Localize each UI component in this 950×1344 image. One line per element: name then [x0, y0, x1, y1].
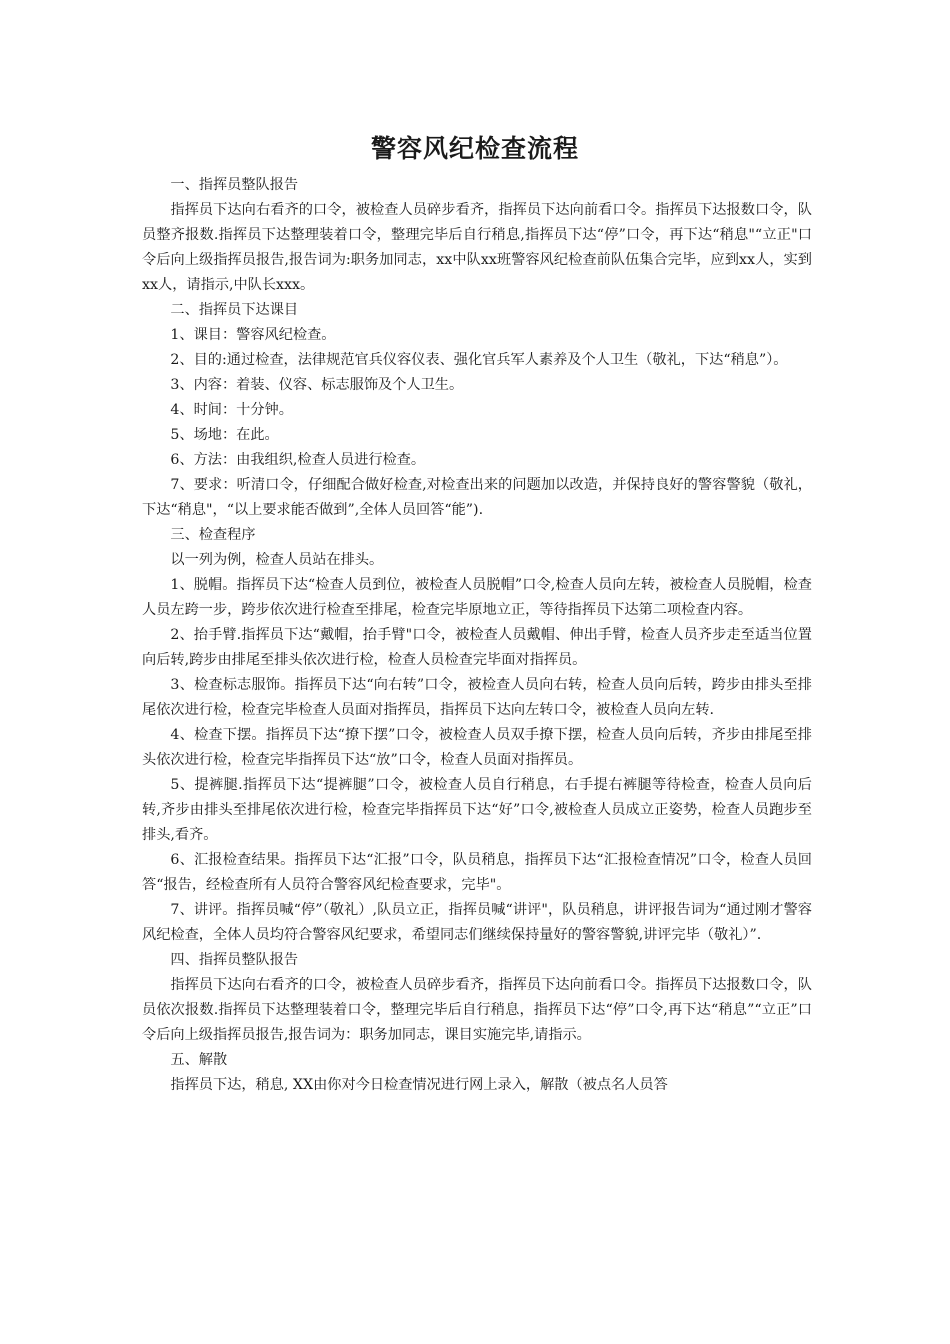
document-body [142, 173, 812, 1098]
paragraph: 2、目的:通过检查，法律规范官兵仪容仪表、强化官兵军人素养及个人卫生（敬礼，下达“稍息”）。 [170, 352, 788, 368]
paragraph: 以一列为例，检查人员站在排头。 [170, 552, 384, 568]
paragraph: 2、抬手臂.指挥员下达“戴帽，抬手臂"口令，被检查人员戴帽、伸出手臂，检查人员齐步走至适当位置向后转,跨步由排尾至排头依次进行检，检查人员检查完毕面对指挥员。 [142, 627, 812, 668]
paragraph: 3、检查标志服饰。指挥员下达“向右转”口令，被检查人员向右转，检查人员向后转，跨步由排头至排尾依次进行检，检查完毕检查人员面对指挥员，指挥员下达向左转口令，被检查人员向左转. [142, 677, 812, 718]
paragraph: 5、场地：在此。 [170, 427, 279, 443]
paragraph: 1、脱帽。指挥员下达“检查人员到位，被检查人员脱帽”口令,检查人员向左转，被检查人员脱帽，检查人员左跨一步，跨步依次进行检查至排尾，检查完毕原地立正，等待指挥员下达第二项检查内容。 [142, 577, 812, 618]
section-heading: 二、指挥员下达课目 [170, 302, 299, 318]
section-heading: 五、解散 [170, 1052, 228, 1068]
paragraph: 6、方法：由我组织,检查人员进行检查。 [170, 452, 426, 468]
document-title: 警容风纪检查流程 [370, 134, 579, 163]
paragraph: 4、时间：十分钟。 [170, 402, 293, 418]
paragraph: 1、课目：警容风纪检查。 [170, 327, 336, 343]
paragraph: 指挥员下达，稍息, XX由你对今日检查情况进行网上录入，解散（被点名人员答 [170, 1077, 668, 1093]
paragraph: 3、内容：着装、仪容、标志服饰及个人卫生。 [170, 377, 464, 393]
paragraph: 6、汇报检查结果。指挥员下达“汇报”口令，队员稍息，指挥员下达“汇报检查情况”口令，检查人员回答“报告，经检查所有人员符合警容风纪检查要求，完毕"。 [142, 852, 812, 893]
paragraph: 7、讲评。指挥员喊“停”（敬礼）,队员立正，指挥员喊“讲评"，队员稍息，讲评报告词为“通过刚才警容风纪检查，全体人员均符合警容风纪要求，希望同志们继续保持量好的警容警貌,讲评完毕（敬礼）”. [142, 902, 812, 943]
section-heading: 一、指挥员整队报告 [170, 177, 299, 193]
section-heading: 三、检查程序 [170, 527, 256, 543]
paragraph: 7、要求：听清口令，仔细配合做好检查,对检查出来的问题加以改造，并保持良好的警容警貌（敬礼，下达“稍息"，“以上要求能否做到”,全体人员回答“能”). [142, 477, 812, 518]
paragraph: 5、提裤腿.指挥员下达“提裤腿”口令，被检查人员自行稍息，右手提右裤腿等待检查，检查人员向后转,齐步由排头至排尾依次进行检，检查完毕指挥员下达“好”口令,被检查人员成立正姿势，检查人员跑步至排头,看齐。 [142, 777, 812, 843]
paragraph: 指挥员下达向右看齐的口令，被检查人员碎步看齐，指挥员下达向前看口令。指挥员下达报数口令，队员整齐报数.指挥员下达整理装着口令，整理完毕后自行稍息,指挥员下达“停”口令，再下达“稍息"“立正"口令后向上级指挥员报告,报告词为:职务加同志，xx中队xx班警容风纪检查前队伍集合完毕，应到xx人，实到xx人，请指示,中队长xxx。 [142, 202, 812, 293]
paragraph: 指挥员下达向右看齐的口令，被检查人员碎步看齐，指挥员下达向前看口令。指挥员下达报数口令，队员依次报数.指挥员下达整理装着口令，整理完毕后自行稍息，指挥员下达“停”口令,再下达“稍息”“立正”口令后向上级指挥员报告,报告词为：职务加同志，课目实施完毕,请指示。 [142, 977, 812, 1043]
paragraph: 4、检查下摆。指挥员下达“撩下摆”口令，被检查人员双手撩下摆，检查人员向后转，齐步由排尾至排头依次进行检，检查完毕指挥员下达“放”口令，检查人员面对指挥员。 [142, 727, 812, 768]
section-heading: 四、指挥员整队报告 [170, 952, 299, 968]
